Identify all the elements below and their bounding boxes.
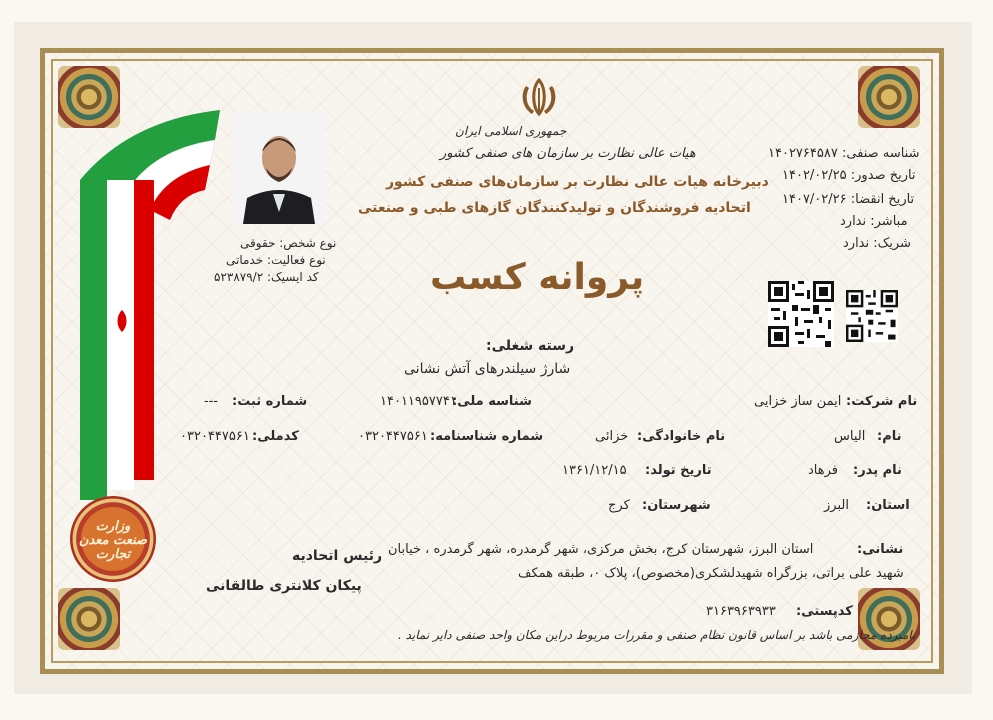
qr-code-small[interactable] <box>846 290 898 342</box>
iran-emblem-icon <box>518 78 560 118</box>
seal-text: وزارت صنعت معدن تجارت <box>78 519 148 562</box>
id-no-label: شماره شناسنامه: <box>430 429 544 444</box>
company-value: ایمن ساز خزایی <box>754 394 842 409</box>
guild-id: شناسه صنفی: ۱۴۰۲۷۶۴۵۸۷ <box>768 146 920 161</box>
province-value: البرز <box>824 498 849 513</box>
address-line-1: استان البرز، شهرستان کرج، بخش مرکزی، شهر گرمدره، شهر گرمدره ، خیابان <box>388 542 814 557</box>
union-text: اتحادیه فروشندگان و تولیدکنندگان گازهای طبی و صنعتی <box>358 200 751 216</box>
person-type: نوع شخص: حقوقی <box>240 236 337 250</box>
republic-text: جمهوری اسلامی ایران <box>455 124 567 138</box>
father-label: نام پدر: <box>853 463 902 478</box>
activity-type: نوع فعالیت: خدماتی <box>226 253 326 267</box>
reg-no-label: شماره ثبت: <box>232 394 308 409</box>
qr-code-large[interactable] <box>768 281 834 347</box>
national-id-label: شناسه ملی: <box>452 394 532 409</box>
expiry-date: تاریخ انقضا: ۱۴۰۷/۰۲/۲۶ <box>782 192 915 207</box>
city-value: کرج <box>608 498 630 513</box>
family-value: خزائی <box>595 429 629 444</box>
province-label: استان: <box>866 498 910 513</box>
signature-role: رئیس اتحادیه <box>292 548 383 564</box>
postal-value: ۳۱۶۳۹۶۳۹۳۳ <box>706 604 776 619</box>
corner-ornament-top-right <box>858 66 920 128</box>
company-label: نام شرکت: <box>846 394 918 409</box>
melli-value: ۰۳۲۰۴۴۷۵۶۱ <box>180 429 250 444</box>
birth-label: تاریخ تولد: <box>645 463 712 478</box>
occupation-value: شارژ سیلندرهای آتش نشانی <box>404 361 571 377</box>
corner-ornament-bottom-left <box>58 588 120 650</box>
birth-value: ۱۳۶۱/۱۲/۱۵ <box>562 463 627 478</box>
footer-note: نامبرده مجازمی باشد بر اساس قانون نظام صنفی و مقررات مربوط دراین مکان واحد صنفی دایر نماید . <box>398 628 916 642</box>
national-id-value: ۱۴۰۱۱۹۵۷۷۴۱ <box>380 394 457 409</box>
name-label: نام: <box>877 429 902 444</box>
id-no-value: ۰۳۲۰۴۴۷۵۶۱ <box>358 429 428 444</box>
address-label: نشانی: <box>857 542 904 557</box>
manager: مباشر: ندارد <box>840 214 908 229</box>
secretariat-text: دبیرخانه هیات عالی نظارت بر سازمان‌های صنفی کشور <box>386 174 769 190</box>
iran-flag-ribbon <box>70 100 230 510</box>
family-label: نام خانوادگی: <box>637 429 726 444</box>
board-text: هیات عالی نظارت بر سازمان های صنفی کشور <box>440 146 696 161</box>
address-line-2: شهید علی براتی، بزرگراه شهیدلشکری(مخصوص)، پلاک ۰، طبقه همکف <box>518 566 904 581</box>
signature-name: پیکان کلانتری طالقانی <box>206 578 362 594</box>
isic-code: کد ایسیک: ۵۲۳۸۷۹/۲ <box>214 270 319 284</box>
postal-label: کدپستی: <box>796 604 853 619</box>
issue-date: تاریخ صدور: ۱۴۰۲/۰۲/۲۵ <box>782 168 916 183</box>
reg-no-value: --- <box>204 394 219 409</box>
city-label: شهرستان: <box>642 498 711 513</box>
father-value: فرهاد <box>808 463 838 478</box>
owner-photo <box>233 112 325 224</box>
occupation-label: رسته شغلی: <box>486 338 575 354</box>
name-value: الیاس <box>834 429 866 444</box>
partner: شریک: ندارد <box>843 236 911 251</box>
page-title: پروانه کسب <box>430 257 645 298</box>
melli-label: کدملی: <box>252 429 299 444</box>
